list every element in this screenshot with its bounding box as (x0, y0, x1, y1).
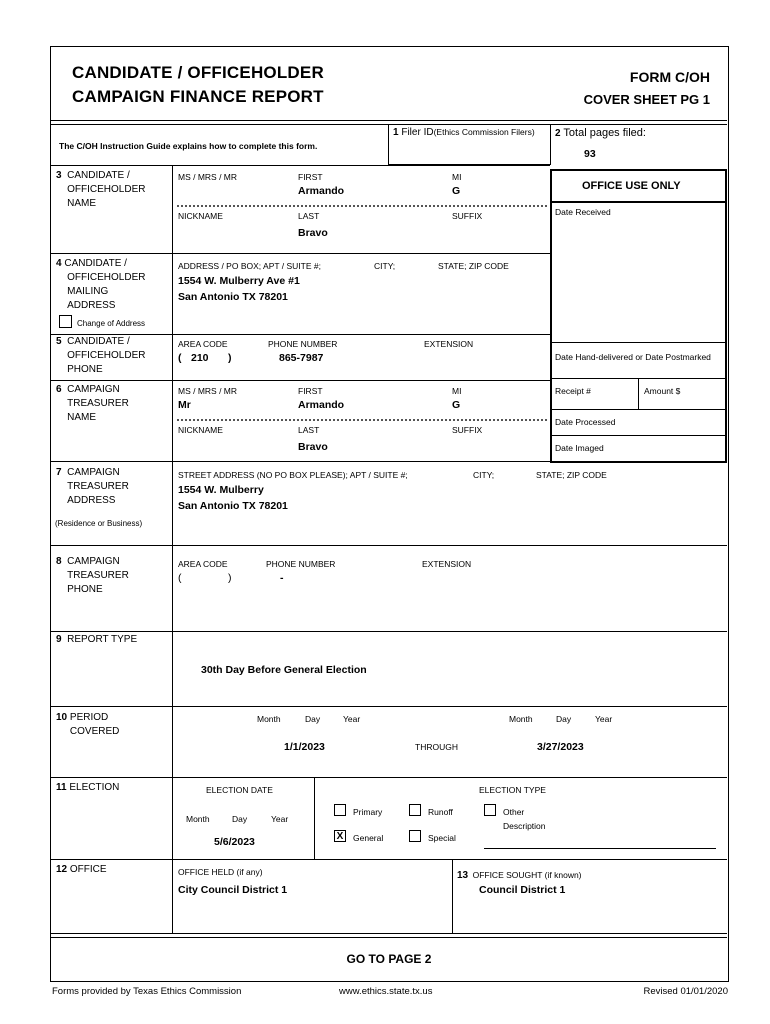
form-title-line1: CANDIDATE / OFFICEHOLDER (72, 63, 324, 82)
area-close-paren: ) (228, 572, 232, 584)
label-line: REPORT TYPE (67, 634, 138, 645)
divider (51, 165, 550, 166)
divider (51, 937, 727, 938)
section-num: 11 (56, 782, 67, 793)
change-of-address-label: Change of Address (77, 319, 146, 328)
label-line: COVERED (69, 726, 120, 737)
divider (51, 380, 550, 381)
divider (51, 706, 727, 707)
label-line: TREASURER (67, 481, 129, 492)
phone-number-label: PHONE NUMBER (266, 559, 336, 569)
nickname-label: NICKNAME (178, 425, 223, 435)
through-label: THROUGH (415, 742, 458, 752)
election-type-label: ELECTION TYPE (479, 785, 546, 795)
election-date-label: ELECTION DATE (206, 785, 273, 795)
state-zip-label: STATE; ZIP CODE (438, 261, 509, 271)
total-pages-label (555, 127, 646, 139)
section-num: 4 (56, 258, 62, 269)
header-divider-2 (51, 124, 727, 125)
prefix-label: MS / MRS / MR (178, 386, 238, 396)
campaign-finance-cover-sheet (50, 46, 729, 982)
special-label: Special (428, 833, 456, 843)
page-label: COVER SHEET PG 1 (583, 92, 710, 107)
footer-url[interactable]: www.ethics.state.tx.us (339, 986, 433, 997)
label-line: OFFICEHOLDER (67, 350, 146, 361)
office-sought-label: OFFICE SOUGHT (if known) (472, 870, 582, 880)
total-pages-num: 2 (555, 128, 561, 139)
form-title-line2: CAMPAIGN FINANCE REPORT (72, 87, 324, 106)
label-line: PHONE (67, 364, 103, 375)
divider (51, 545, 727, 546)
label-line: ELECTION (69, 782, 120, 793)
divider (51, 859, 727, 860)
total-pages-text: Total pages filed: (563, 127, 646, 139)
footer-revised: Revised 01/01/2020 (643, 986, 728, 997)
general-checkbox[interactable]: X (334, 830, 346, 842)
description-label: Description (503, 821, 546, 831)
label-line: OFFICE (69, 864, 107, 875)
divider (638, 378, 639, 409)
total-pages-value[interactable]: 93 (584, 148, 596, 160)
section-num: 6 (56, 384, 62, 395)
candidate-first-name[interactable]: Armando (298, 185, 345, 197)
label-line: CAMPAIGN (67, 384, 120, 395)
label-line: OFFICEHOLDER (67, 184, 146, 195)
suffix-label: SUFFIX (452, 425, 483, 435)
office-held-value[interactable]: City Council District 1 (178, 884, 288, 896)
candidate-last-name[interactable]: Bravo (298, 227, 328, 239)
form-code: FORM C/OH (629, 69, 710, 85)
amount-label: Amount $ (644, 386, 681, 396)
from-year-label: Year (343, 714, 361, 724)
section-num: 3 (56, 170, 62, 181)
label-column-divider (172, 165, 173, 933)
label-line: CAMPAIGN (67, 467, 120, 478)
section-num: 10 (56, 712, 68, 723)
candidate-address-line1[interactable]: 1554 W. Mulberry Ave #1 (178, 275, 300, 287)
description-line (484, 848, 716, 849)
section-5-label (56, 335, 145, 377)
to-year-label: Year (595, 714, 613, 724)
label-line: TREASURER (67, 398, 129, 409)
footer-left: Forms provided by Texas Ethics Commission (52, 986, 242, 997)
suffix-label: SUFFIX (452, 211, 483, 221)
residence-business-note: (Residence or Business) (55, 519, 143, 528)
mi-label: MI (452, 386, 462, 396)
divider (314, 777, 315, 859)
area-code-label: AREA CODE (178, 339, 228, 349)
divider (51, 253, 550, 254)
divider (550, 124, 551, 165)
treasurer-last-name[interactable]: Bravo (298, 441, 328, 453)
section-8-label (56, 555, 129, 597)
section-9-label (56, 633, 137, 647)
label-line: NAME (67, 198, 97, 209)
office-held-label: OFFICE HELD (if any) (178, 867, 263, 877)
city-label: CITY; (473, 470, 495, 480)
dotted-separator (177, 419, 547, 421)
divider (51, 933, 727, 934)
section-7-label (56, 466, 129, 508)
divider (550, 342, 727, 343)
label-line: CANDIDATE / (67, 336, 130, 347)
election-day-label: Day (232, 814, 248, 824)
date-imaged-label: Date Imaged (555, 443, 604, 453)
section-num: 12 (56, 864, 68, 875)
other-checkbox[interactable] (484, 804, 496, 816)
divider (51, 631, 727, 632)
candidate-area-code[interactable]: 210 (191, 352, 209, 364)
phone-number-label: PHONE NUMBER (268, 339, 338, 349)
section-num: 9 (56, 634, 62, 645)
header-divider (51, 120, 727, 121)
area-code-label: AREA CODE (178, 559, 228, 569)
period-from[interactable]: 1/1/2023 (284, 741, 325, 753)
to-month-label: Month (509, 714, 533, 724)
label-line: CANDIDATE / (64, 258, 127, 269)
primary-checkbox[interactable] (334, 804, 346, 816)
divider (452, 859, 453, 933)
extension-label: EXTENSION (422, 559, 472, 569)
area-open-paren: ( (178, 572, 182, 584)
treasurer-address-line1[interactable]: 1554 W. Mulberry (178, 484, 264, 496)
first-label: FIRST (298, 386, 323, 396)
label-line: PERIOD (69, 712, 109, 723)
treasurer-address-line2[interactable]: San Antonio TX 78201 (178, 500, 288, 512)
label-line: MAILING (67, 286, 109, 297)
city-label: CITY; (374, 261, 396, 271)
dotted-separator (177, 205, 547, 207)
report-type-value[interactable]: 30th Day Before General Election (201, 664, 367, 676)
label-line: OFFICEHOLDER (67, 272, 146, 283)
treasurer-phone[interactable]: - (280, 572, 284, 584)
extension-label: EXTENSION (424, 339, 474, 349)
runoff-checkbox[interactable] (409, 804, 421, 816)
label-line: CANDIDATE / (67, 170, 130, 181)
divider (550, 435, 727, 436)
candidate-phone[interactable]: 865-7987 (279, 352, 324, 364)
filer-id-note: (Ethics Commission Filers) (433, 127, 535, 137)
runoff-label: Runoff (428, 807, 453, 817)
label-line: ADDRESS (67, 300, 116, 311)
period-to[interactable]: 3/27/2023 (537, 741, 584, 753)
section-10-label (56, 711, 119, 739)
label-line: ADDRESS (67, 495, 116, 506)
section-num: 7 (56, 467, 62, 478)
label-line: CAMPAIGN (67, 556, 120, 567)
section-13-label (457, 865, 582, 883)
label-line: PHONE (67, 584, 103, 595)
to-day-label: Day (556, 714, 572, 724)
prefix-label: MS / MRS / MR (178, 172, 238, 182)
divider (51, 777, 727, 778)
mi-label: MI (452, 172, 462, 182)
divider (550, 201, 727, 203)
treasurer-mi[interactable]: G (452, 399, 461, 411)
state-zip-label: STATE; ZIP CODE (536, 470, 607, 480)
change-of-address-checkbox[interactable] (59, 315, 72, 328)
divider (388, 124, 389, 165)
primary-label: Primary (353, 807, 383, 817)
treasurer-first-name[interactable]: Armando (298, 399, 345, 411)
special-checkbox[interactable] (409, 830, 421, 842)
go-to-page-2[interactable]: GO TO PAGE 2 (346, 952, 432, 966)
last-label: LAST (298, 425, 320, 435)
receipt-label: Receipt # (555, 386, 591, 396)
candidate-address-line2[interactable]: San Antonio TX 78201 (178, 291, 288, 303)
from-month-label: Month (257, 714, 281, 724)
filer-id-text: Filer ID (401, 127, 434, 138)
candidate-mi[interactable]: G (452, 185, 461, 197)
from-day-label: Day (305, 714, 321, 724)
date-processed-label: Date Processed (555, 417, 616, 427)
divider (550, 409, 727, 410)
section-11-label (56, 781, 119, 795)
filer-id-label (393, 127, 535, 138)
date-received-label: Date Received (555, 207, 611, 217)
election-month-label: Month (186, 814, 210, 824)
street-fields-label: STREET ADDRESS (NO PO BOX PLEASE); APT / SUITE #; (178, 470, 408, 480)
date-hand-delivered-label: Date Hand-delivered or Date Postmarked (555, 352, 711, 362)
other-label: Other (503, 807, 525, 817)
treasurer-prefix[interactable]: Mr (178, 399, 191, 411)
office-use-title: OFFICE USE ONLY (582, 180, 681, 192)
filer-id-num: 1 (393, 127, 399, 138)
office-sought-value[interactable]: Council District 1 (479, 884, 566, 896)
section-3-label (56, 169, 145, 211)
area-close-paren: ) (228, 352, 232, 364)
nickname-label: NICKNAME (178, 211, 223, 221)
instruction-text: The C/OH Instruction Guide explains how to complete this form. (59, 141, 318, 151)
section-num: 5 (56, 336, 62, 347)
last-label: LAST (298, 211, 320, 221)
election-year-label: Year (271, 814, 289, 824)
election-date-value[interactable]: 5/6/2023 (214, 836, 255, 848)
section-4-label (56, 257, 145, 313)
address-fields-label: ADDRESS / PO BOX; APT / SUITE #; (178, 261, 321, 271)
section-num: 8 (56, 556, 62, 567)
general-label: General (353, 833, 384, 843)
label-line: NAME (67, 412, 97, 423)
area-open-paren: ( (178, 352, 182, 364)
section-6-label (56, 383, 129, 425)
first-label: FIRST (298, 172, 323, 182)
label-line: TREASURER (67, 570, 129, 581)
section-12-label (56, 863, 107, 877)
section-num: 13 (457, 870, 469, 881)
